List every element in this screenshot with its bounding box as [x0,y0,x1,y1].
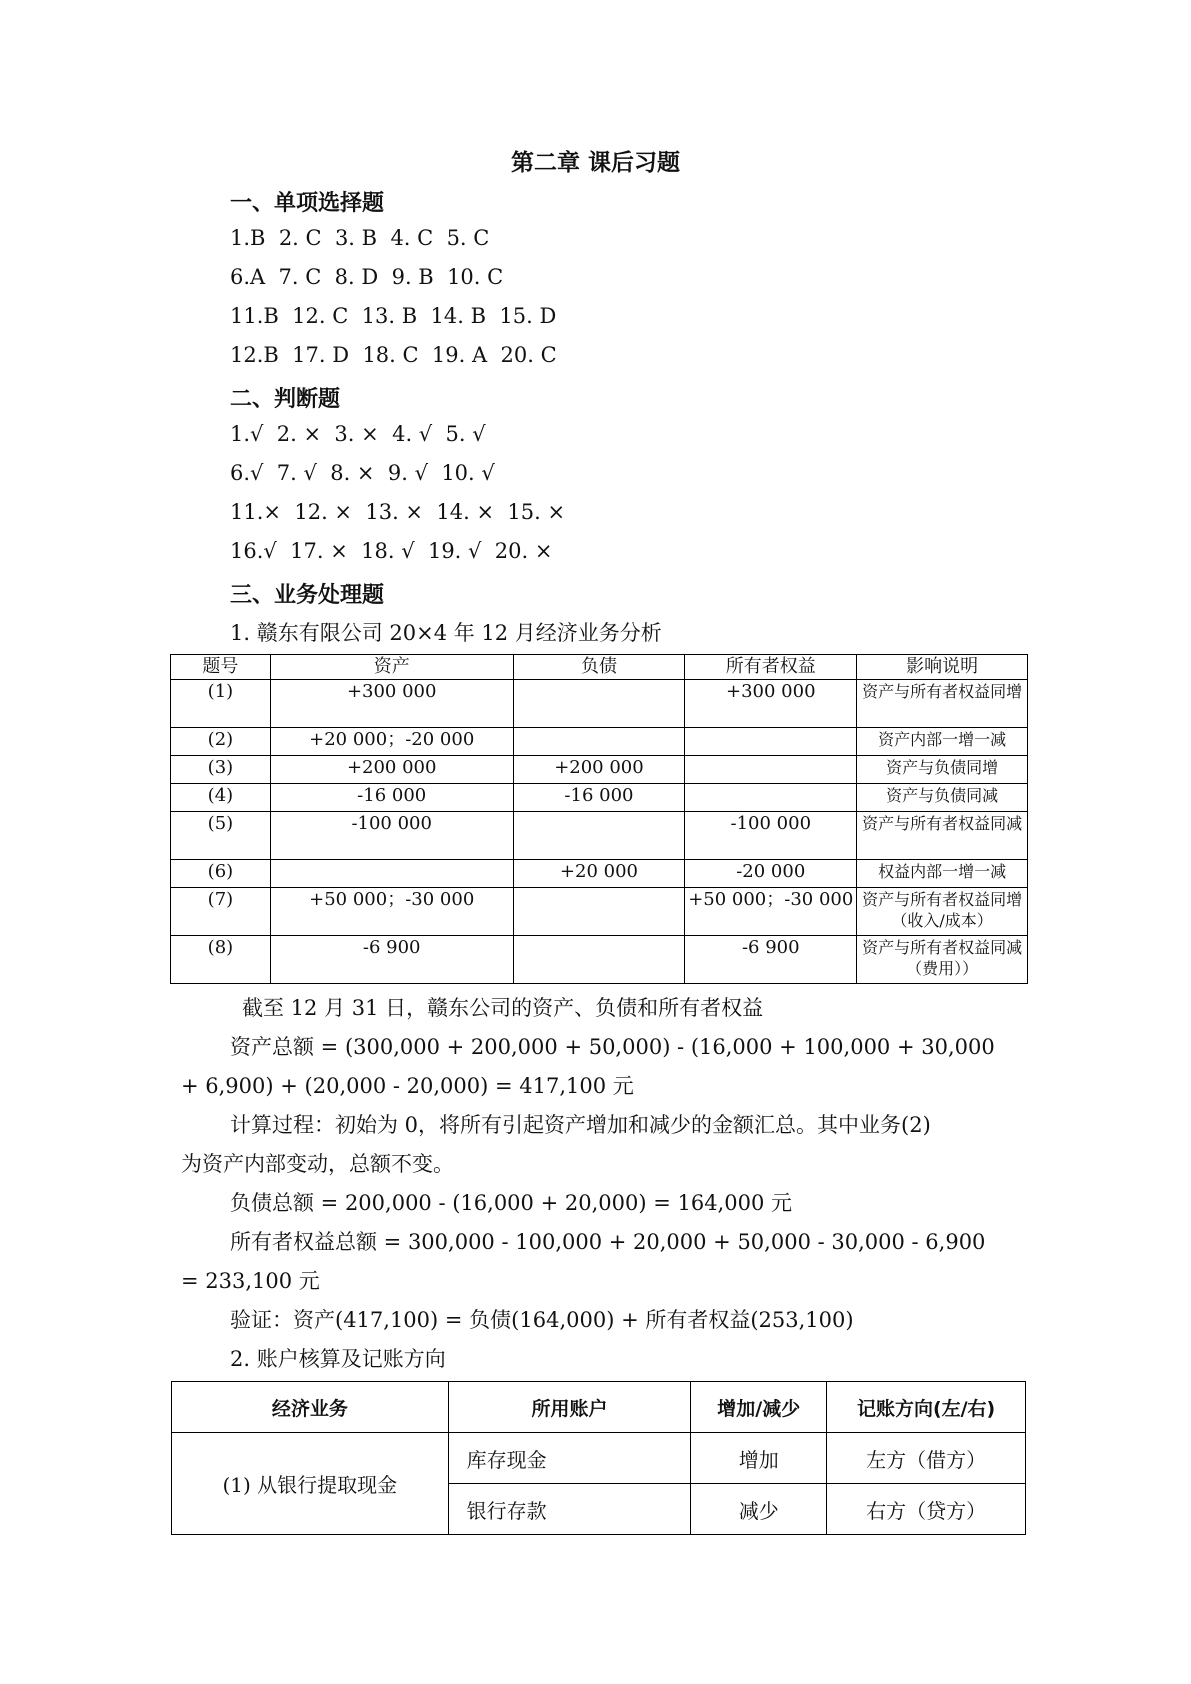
asset-cell: +20 000；-20 000 [270,728,513,756]
liability-cell [513,812,685,860]
effect-cell: 资产与所有者权益同减 [857,812,1028,860]
header-cell: 资产 [270,655,513,680]
asset-cell [270,860,513,888]
liability-cell [513,728,685,756]
header-cell: 记账方向(左/右) [827,1382,1026,1433]
effect-cell: 权益内部一增一减 [857,860,1028,888]
liability-cell: +200 000 [513,756,685,784]
asset-cell: +300 000 [270,680,513,728]
liability-cell [513,936,685,984]
header-cell: 负债 [513,655,685,680]
direction-cell: 左方（借方） [827,1433,1026,1484]
row-number: (4) [171,784,271,812]
row-number: (3) [171,756,271,784]
asset-cell: -6 900 [270,936,513,984]
equity-total-line: = 233,100 元 [181,1269,320,1293]
equity-cell: +50 000；-30 000 [685,888,857,936]
row-number: (5) [171,812,271,860]
equity-cell [685,728,857,756]
answer-line: 1.B 2. C 3. B 4. C 5. C [230,226,490,250]
section-heading-true-false: 二、判断题 [230,387,341,412]
calc-process-line: 计算过程：初始为 0，将所有引起资产增加和减少的金额汇总。其中业务(2) [230,1113,931,1137]
equity-cell: -6 900 [685,936,857,984]
effect-cell: 资产与负债同增 [857,756,1028,784]
table-header-row [171,655,1028,680]
change-cell: 增加 [691,1433,827,1484]
equity-cell: +300 000 [685,680,857,728]
account-cell: 银行存款 [448,1484,691,1535]
answer-line: 6.√ 7. √ 8. × 9. √ 10. √ [230,461,495,485]
question-2-title: 2. 账户核算及记账方向 [230,1347,446,1371]
question-1-title: 1. 赣东有限公司 20×4 年 12 月经济业务分析 [230,621,662,645]
effect-cell: 资产与所有者权益同增 [857,680,1028,728]
liability-cell [513,680,685,728]
row-number: (1) [171,680,271,728]
table-row [171,888,1028,936]
answer-line: 1.√ 2. × 3. × 4. √ 5. √ [230,422,486,446]
account-cell: 库存现金 [448,1433,691,1484]
table-row [171,784,1028,812]
header-cell: 影响说明 [857,655,1028,680]
summary-intro: 截至 12 月 31 日，赣东公司的资产、负债和所有者权益 [242,996,764,1020]
effect-cell: 资产与所有者权益同减（费用）） [857,936,1028,984]
table-row [171,680,1028,728]
equity-cell [685,784,857,812]
liability-cell: +20 000 [513,860,685,888]
table-row [171,812,1028,860]
account-direction-table [171,1381,1026,1535]
answer-line: 16.√ 17. × 18. √ 19. √ 20. × [230,539,553,563]
table-row [171,936,1028,984]
answer-line: 6.A 7. C 8. D 9. B 10. C [230,265,504,289]
section-heading-business: 三、业务处理题 [230,583,385,608]
section-heading-single-choice: 一、单项选择题 [230,191,385,216]
answer-line: 11.B 12. C 13. B 14. B 15. D [230,304,557,328]
table-row [172,1433,1026,1484]
table-row [171,728,1028,756]
header-cell: 所有者权益 [685,655,857,680]
header-cell: 经济业务 [172,1382,449,1433]
row-number: (6) [171,860,271,888]
row-number: (2) [171,728,271,756]
effect-cell: 资产内部一增一减 [857,728,1028,756]
calc-process-line: 为资产内部变动，总额不变。 [181,1152,454,1176]
business-cell: (1) 从银行提取现金 [172,1433,449,1535]
row-number: (7) [171,888,271,936]
effect-cell: 资产与所有者权益同增（收入/成本） [857,888,1028,936]
liability-total-line: 负债总额 = 200,000 - (16,000 + 20,000) = 164,000 元 [230,1191,792,1215]
asset-cell: +200 000 [270,756,513,784]
asset-total-line: + 6,900) + (20,000 - 20,000) = 417,100 元 [181,1074,634,1098]
direction-cell: 右方（贷方） [827,1484,1026,1535]
asset-total-line: 资产总额 = (300,000 + 200,000 + 50,000) - (16,000 + 100,000 + 30,000 [230,1035,995,1059]
verification-line: 验证：资产(417,100) = 负债(164,000) + 所有者权益(253,100) [230,1308,854,1332]
change-cell: 减少 [691,1484,827,1535]
business-analysis-table [170,654,1028,984]
header-cell: 所用账户 [448,1382,691,1433]
answer-line: 12.B 17. D 18. C 19. A 20. C [230,343,557,367]
chapter-title: 第二章 课后习题 [510,150,680,176]
header-cell: 题号 [171,655,271,680]
liability-cell: -16 000 [513,784,685,812]
liability-cell [513,888,685,936]
asset-cell: +50 000；-30 000 [270,888,513,936]
equity-total-line: 所有者权益总额 = 300,000 - 100,000 + 20,000 + 50,000 - 30,000 - 6,900 [230,1230,986,1254]
answer-line: 11.× 12. × 13. × 14. × 15. × [230,500,566,524]
row-number: (8) [171,936,271,984]
header-cell: 增加/减少 [691,1382,827,1433]
equity-cell: -20 000 [685,860,857,888]
asset-cell: -100 000 [270,812,513,860]
equity-cell [685,756,857,784]
table-row [171,860,1028,888]
equity-cell: -100 000 [685,812,857,860]
table-header-row [172,1382,1026,1433]
asset-cell: -16 000 [270,784,513,812]
effect-cell: 资产与负债同减 [857,784,1028,812]
table-row [171,756,1028,784]
